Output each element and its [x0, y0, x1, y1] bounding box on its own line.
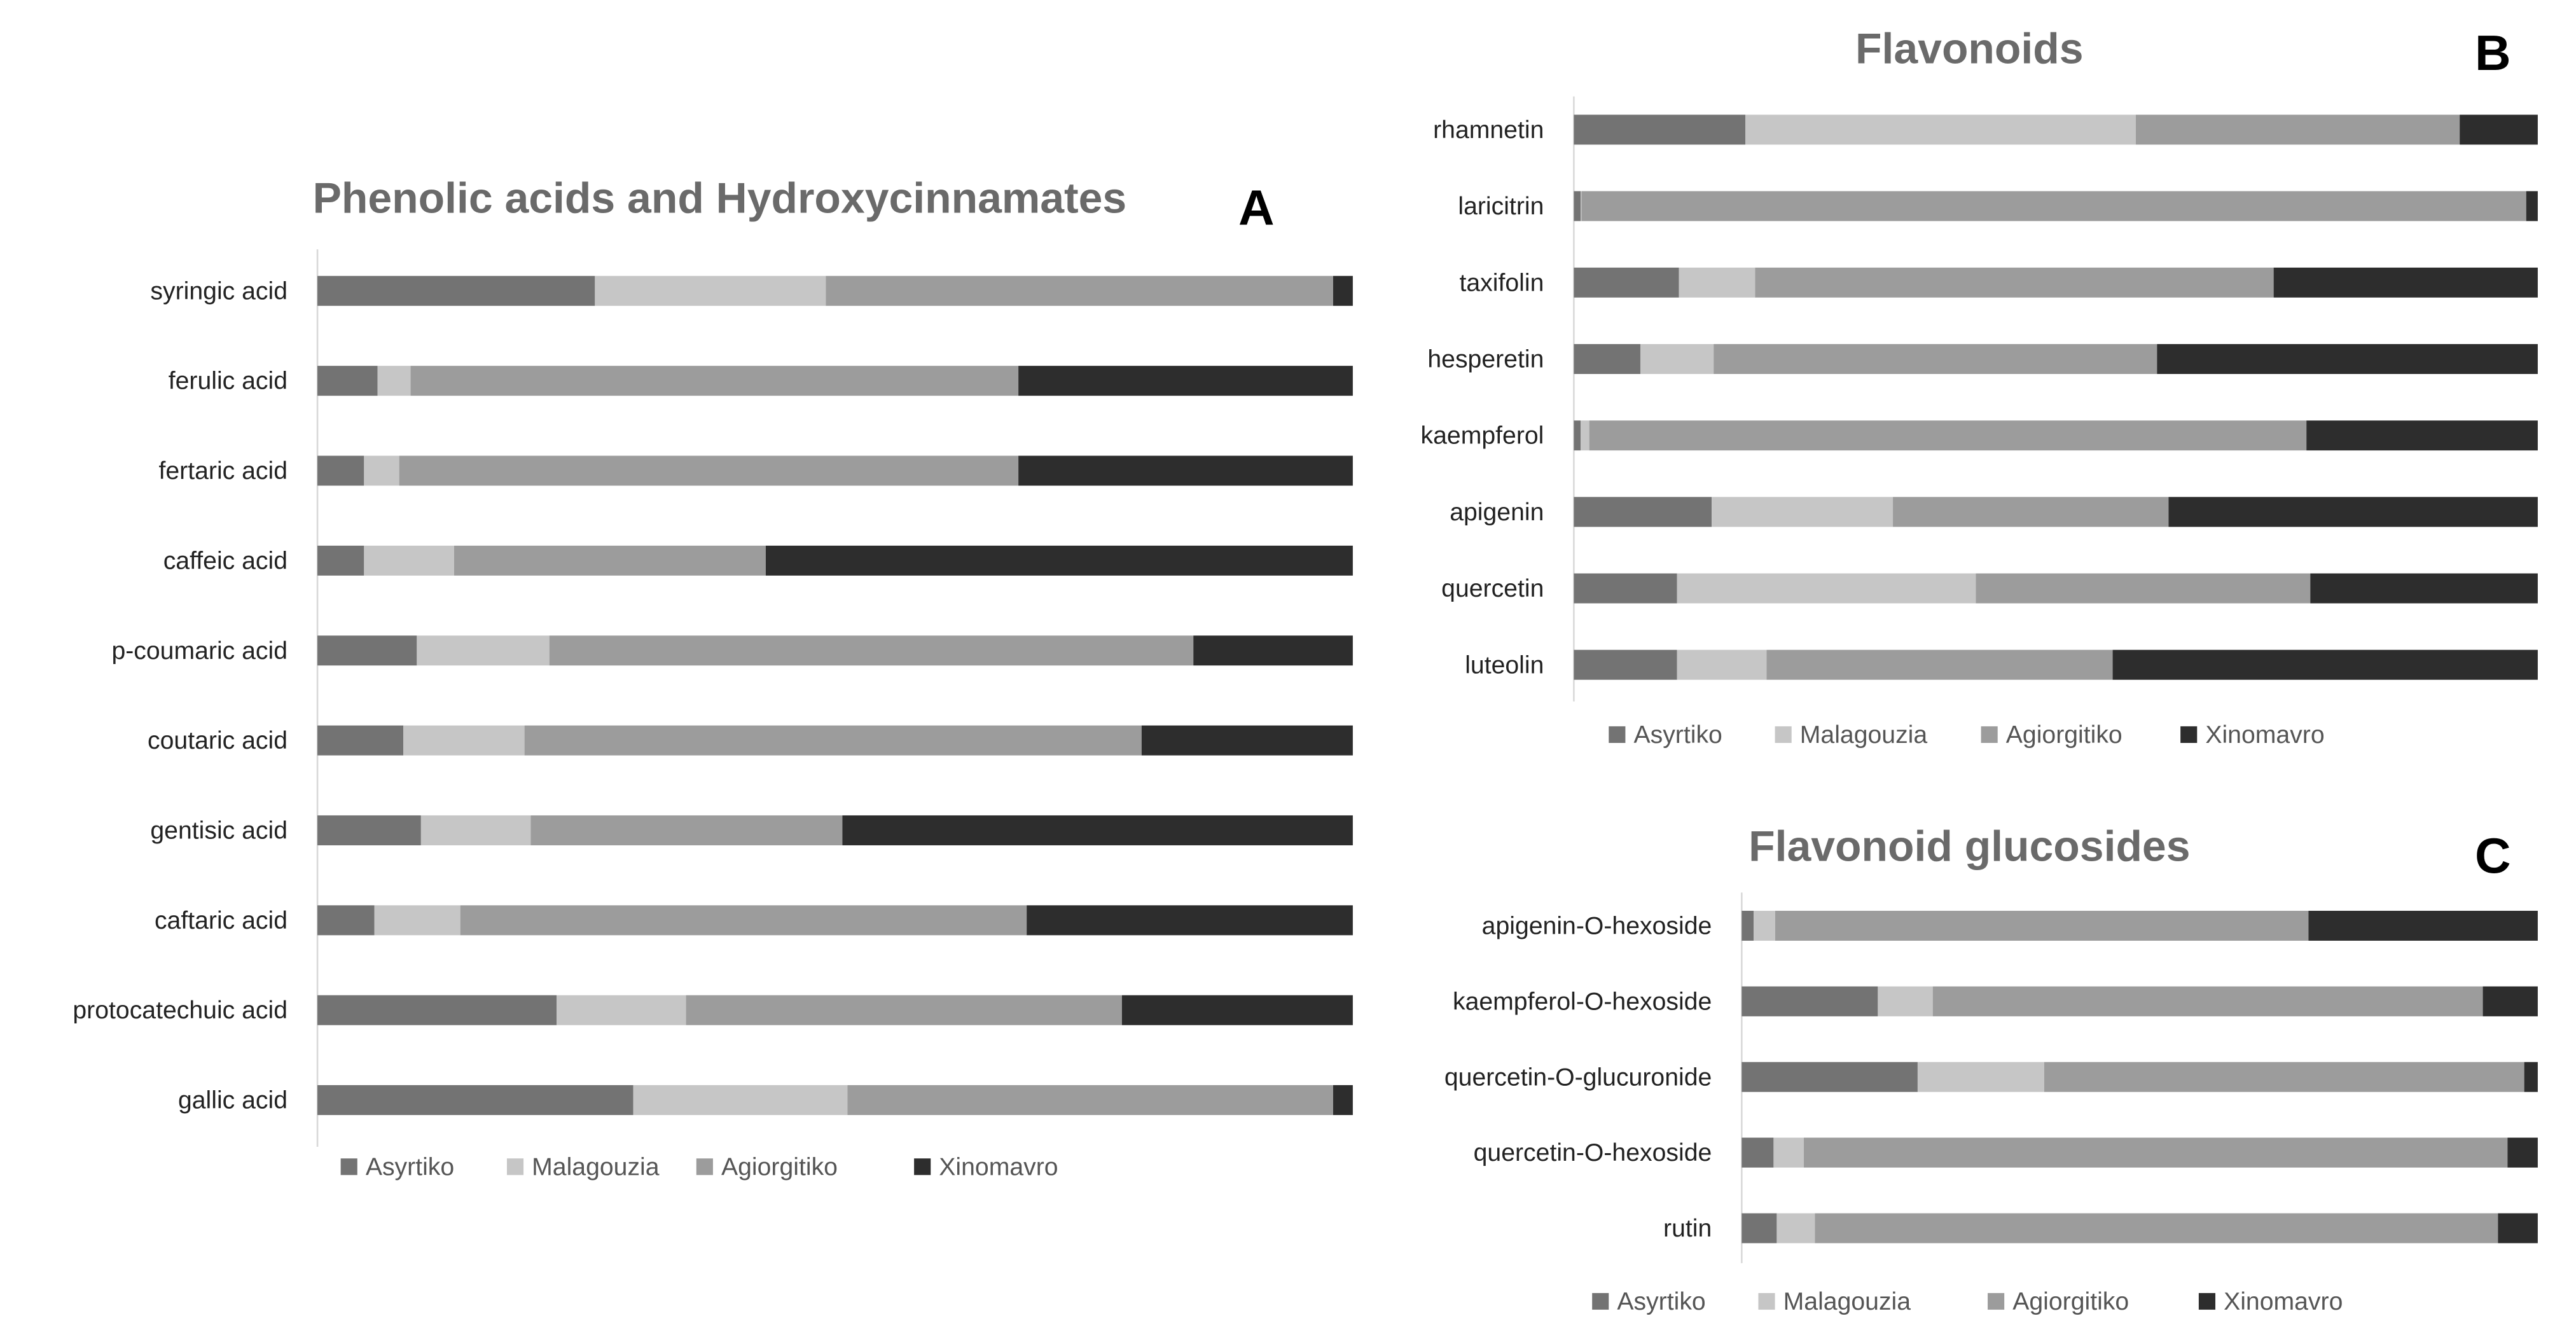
bar-segment-malagouzia	[1754, 911, 1775, 941]
bar-segment-malagouzia	[1677, 574, 1976, 604]
bar-segment-asyrtiko	[317, 276, 595, 306]
bar-segment-malagouzia	[1745, 114, 2136, 144]
legend-swatch-xinomavro	[2199, 1293, 2215, 1310]
bar-segment-xinomavro	[2460, 114, 2538, 144]
bar-segment-malagouzia	[1679, 268, 1755, 298]
legend-swatch-malagouzia	[1758, 1293, 1775, 1310]
legend-swatch-xinomavro	[2180, 726, 2197, 743]
bar-segment-asyrtiko	[317, 815, 421, 845]
category-label: rhamnetin	[1433, 116, 1544, 144]
category-label: kaempferol	[1420, 422, 1544, 450]
chart-title: Phenolic acids and Hydroxycinnamates	[312, 174, 1127, 223]
bar-segment-agiorgitiko	[454, 546, 766, 576]
bar-segment-agiorgitiko	[1714, 344, 2157, 374]
bar-segment-agiorgitiko	[848, 1085, 1333, 1115]
bar-segment-asyrtiko	[317, 456, 364, 486]
bar-segment-agiorgitiko	[1893, 497, 2168, 527]
legend-swatch-asyrtiko	[1592, 1293, 1609, 1310]
bar-segment-malagouzia	[595, 276, 826, 306]
category-label: apigenin-O-hexoside	[1481, 912, 1712, 940]
bar-segment-xinomavro	[842, 815, 1353, 845]
category-label: p-coumaric acid	[111, 637, 288, 665]
category-label: apigenin	[1450, 498, 1544, 526]
bar-segment-asyrtiko	[1742, 1062, 1918, 1092]
panel-letter: B	[2475, 24, 2511, 81]
bar-segment-asyrtiko	[1574, 268, 1679, 298]
bar-segment-asyrtiko	[317, 366, 377, 396]
bar-segment-xinomavro	[2507, 1138, 2538, 1168]
bar-segment-asyrtiko	[317, 635, 417, 665]
bar-segment-asyrtiko	[1574, 497, 1712, 527]
bar-segment-agiorgitiko	[411, 366, 1019, 396]
category-label: gentisic acid	[150, 817, 288, 845]
bar-segment-malagouzia	[634, 1085, 848, 1115]
bar-segment-xinomavro	[2310, 574, 2538, 604]
bar-segment-xinomavro	[1193, 635, 1353, 665]
bar-segment-malagouzia	[1581, 420, 1589, 450]
legend-swatch-agiorgitiko	[1988, 1293, 2004, 1310]
bar-segment-malagouzia	[1581, 191, 1582, 221]
bar-segment-malagouzia	[1918, 1062, 2044, 1092]
bar-segment-agiorgitiko	[530, 815, 842, 845]
bar-segment-agiorgitiko	[550, 635, 1194, 665]
category-label: caftaric acid	[154, 906, 288, 934]
bar-segment-malagouzia	[557, 995, 686, 1025]
category-label: rutin	[1663, 1215, 1712, 1243]
bar-segment-xinomavro	[2113, 650, 2538, 680]
bar-segment-agiorgitiko	[1755, 268, 2273, 298]
bar-segment-agiorgitiko	[399, 456, 1018, 486]
bar-segment-malagouzia	[1640, 344, 1714, 374]
panel-letter: C	[2475, 827, 2511, 883]
legend-swatch-asyrtiko	[341, 1158, 357, 1175]
bar-segment-agiorgitiko	[686, 995, 1122, 1025]
bar-segment-xinomavro	[1018, 366, 1353, 396]
legend-label: Agiorgitiko	[2012, 1288, 2129, 1316]
bar-segment-asyrtiko	[1574, 420, 1581, 450]
category-label: taxifolin	[1459, 269, 1544, 297]
bar-segment-asyrtiko	[1574, 574, 1677, 604]
category-label: laricitrin	[1458, 193, 1544, 221]
legend-swatch-asyrtiko	[1609, 726, 1625, 743]
bar-segment-agiorgitiko	[1804, 1138, 2507, 1168]
bar-segment-agiorgitiko	[1582, 191, 2526, 221]
panel-letter: A	[1238, 179, 1275, 235]
bar-segment-agiorgitiko	[1767, 650, 2113, 680]
bar-segment-malagouzia	[417, 635, 549, 665]
bar-segment-xinomavro	[1122, 995, 1353, 1025]
bar-segment-asyrtiko	[317, 905, 375, 935]
bar-segment-xinomavro	[1142, 726, 1353, 756]
legend-swatch-malagouzia	[1775, 726, 1792, 743]
bar-segment-xinomavro	[1027, 905, 1353, 935]
legend-label: Malagouzia	[1799, 721, 1928, 749]
category-label: gallic acid	[177, 1086, 288, 1114]
bar-segment-agiorgitiko	[460, 905, 1027, 935]
category-label: quercetin-O-hexoside	[1473, 1139, 1712, 1167]
bar-segment-agiorgitiko	[826, 276, 1333, 306]
bar-segment-malagouzia	[375, 905, 460, 935]
category-label: quercetin-O-glucuronide	[1444, 1063, 1712, 1091]
bar-segment-asyrtiko	[1742, 911, 1754, 941]
chart-panel-b	[1421, 25, 2538, 749]
bar-segment-xinomavro	[2168, 497, 2537, 527]
category-label: fertaric acid	[158, 457, 288, 485]
bar-segment-agiorgitiko	[1815, 1213, 2498, 1243]
bar-segment-asyrtiko	[1574, 650, 1677, 680]
bar-segment-xinomavro	[2308, 911, 2537, 941]
bar-segment-malagouzia	[1776, 1213, 1815, 1243]
legend-label: Agiorgitiko	[2005, 721, 2122, 749]
legend-label: Xinomavro	[2224, 1288, 2343, 1316]
bar-segment-asyrtiko	[317, 726, 403, 756]
category-label: kaempferol-O-hexoside	[1452, 988, 1712, 1016]
legend-label: Asyrtiko	[1617, 1288, 1706, 1316]
category-label: syringic acid	[150, 277, 288, 305]
bar-segment-malagouzia	[364, 456, 399, 486]
category-label: caffeic acid	[163, 547, 288, 575]
bar-segment-xinomavro	[2306, 420, 2538, 450]
bar-segment-xinomavro	[1333, 1085, 1353, 1115]
legend-label: Xinomavro	[2205, 721, 2325, 749]
bar-segment-xinomavro	[1018, 456, 1353, 486]
bar-segment-asyrtiko	[1742, 987, 1878, 1016]
legend-label: Malagouzia	[1783, 1288, 1911, 1316]
bar-segment-xinomavro	[2274, 268, 2538, 298]
bar-segment-malagouzia	[403, 726, 524, 756]
bar-segment-asyrtiko	[1742, 1213, 1776, 1243]
category-label: quercetin	[1441, 575, 1544, 603]
bar-segment-malagouzia	[364, 546, 454, 576]
bar-segment-xinomavro	[1333, 276, 1353, 306]
bar-segment-malagouzia	[1712, 497, 1893, 527]
legend-label: Xinomavro	[939, 1153, 1058, 1181]
legend-swatch-malagouzia	[507, 1158, 523, 1175]
bar-segment-malagouzia	[1677, 650, 1767, 680]
legend-swatch-agiorgitiko	[1981, 726, 1998, 743]
chart-panel-c	[1444, 823, 2538, 1315]
bar-segment-malagouzia	[1878, 987, 1932, 1016]
bar-segment-asyrtiko	[317, 995, 557, 1025]
category-label: luteolin	[1465, 651, 1544, 679]
bar-segment-xinomavro	[2157, 344, 2538, 374]
bar-segment-xinomavro	[2498, 1213, 2538, 1243]
bar-segment-asyrtiko	[317, 1085, 633, 1115]
category-label: ferulic acid	[168, 367, 288, 395]
bar-segment-agiorgitiko	[525, 726, 1142, 756]
legend-label: Asyrtiko	[1633, 721, 1722, 749]
legend-label: Malagouzia	[532, 1153, 660, 1181]
legend-label: Agiorgitiko	[721, 1153, 838, 1181]
bar-segment-agiorgitiko	[1976, 574, 2310, 604]
bar-segment-xinomavro	[2524, 1062, 2538, 1092]
bar-segment-asyrtiko	[1574, 114, 1745, 144]
bar-segment-xinomavro	[766, 546, 1353, 576]
bar-segment-agiorgitiko	[2044, 1062, 2524, 1092]
bar-segment-asyrtiko	[1574, 344, 1640, 374]
legend-swatch-agiorgitiko	[696, 1158, 713, 1175]
legend-label: Asyrtiko	[365, 1153, 455, 1181]
bar-segment-malagouzia	[1773, 1138, 1804, 1168]
bar-segment-asyrtiko	[1742, 1138, 1773, 1168]
bar-segment-malagouzia	[377, 366, 410, 396]
bar-segment-agiorgitiko	[1589, 420, 2307, 450]
bar-segment-xinomavro	[2483, 987, 2538, 1016]
category-label: hesperetin	[1427, 345, 1544, 373]
legend-swatch-xinomavro	[914, 1158, 931, 1175]
chart-title: Flavonoid glucosides	[1748, 822, 2191, 871]
bar-segment-agiorgitiko	[1933, 987, 2483, 1016]
bar-segment-malagouzia	[421, 815, 531, 845]
bar-segment-asyrtiko	[317, 546, 364, 576]
category-label: coutaric acid	[148, 727, 288, 755]
bar-segment-xinomavro	[2526, 191, 2538, 221]
category-label: protocatechuic acid	[73, 997, 288, 1025]
chart-panel-a	[73, 175, 1353, 1181]
chart-title: Flavonoids	[1855, 25, 2084, 73]
bar-segment-agiorgitiko	[2136, 114, 2460, 144]
bar-segment-agiorgitiko	[1775, 911, 2309, 941]
bar-segment-asyrtiko	[1574, 191, 1581, 221]
